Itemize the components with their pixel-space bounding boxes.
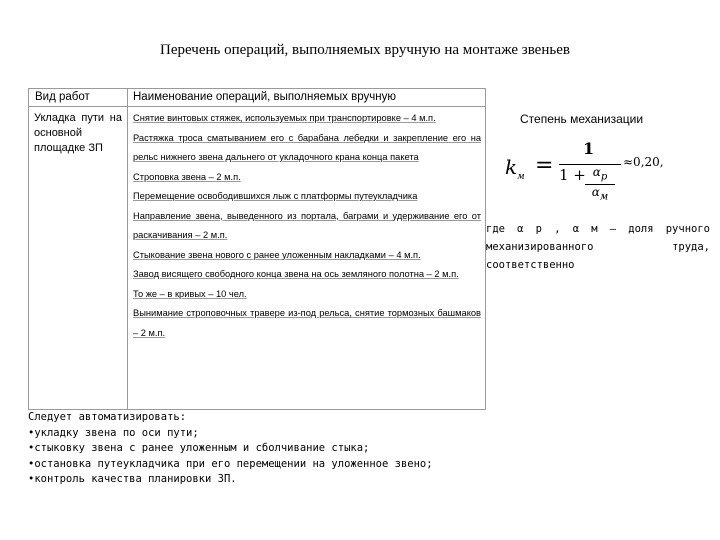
formula-denominator: 1 +: [559, 166, 586, 184]
operation-item: Растяжка троса сматыванием его с барабана лебедки и закрепление его на рельс нижнего звена дальнего от укладочного крана конца пакета: [133, 132, 481, 162]
formula-explanation: [486, 220, 710, 274]
operation-item: Завод висящего свободного конца звена на ось земляного полотна – 2 м.п.: [133, 269, 459, 279]
operations-list: [133, 109, 481, 343]
automation-note: [28, 410, 484, 540]
operation-item: Снятие винтовых стяжек, используемых при транспортировке – 4 м.п.: [133, 113, 436, 123]
page-title: Перечень операций, выполняемых вручную на монтаже звеньев: [160, 42, 570, 58]
operation-item: Вынимание строповочных травере из-под рельса, снятие тормозных башмаков – 2 м.п.: [133, 308, 481, 338]
kind-of-work-cell: Укладка пути на основной площадке ЗП: [34, 112, 122, 154]
automation-item: •укладку звена по оси пути;: [28, 426, 199, 439]
formula-alpha-ratio: $\alpha_р$ $\alpha_м$: [585, 165, 615, 205]
operation-item: Строповка звена – 2 м.п.: [133, 171, 241, 182]
header-divider: [29, 106, 485, 107]
automation-item: •стыковку звена с ранее уложенным и сболчивание стыка;: [28, 442, 370, 454]
automation-lead: Следует автоматизировать:: [28, 411, 187, 423]
operation-item: То же – в кривых – 10 чел.: [133, 288, 247, 299]
explanation-line: соответственно: [486, 259, 575, 271]
header-operations: Наименование операций, выполняемых вручную: [133, 91, 396, 103]
explanation-line: где α р , α м – доля ручного: [486, 223, 710, 235]
formula-equals: =: [535, 153, 554, 178]
column-divider: [127, 89, 128, 409]
formula-numerator: 1: [583, 139, 595, 158]
automation-item: •остановка путеукладчика при его перемещении на уложенное звено;: [28, 457, 433, 470]
operations-table: [28, 88, 486, 410]
automation-item: •контроль качества планировки ЗП.: [28, 473, 237, 485]
operation-item: Направление звена, выведенного из портала, баграми и удерживание его от раскачивания – 2 м.п.: [133, 210, 481, 240]
explanation-line: механизированного труда,: [486, 241, 710, 253]
formula-approx-value: ≈0,20,: [623, 155, 664, 169]
mechanization-title: Степень механизации: [520, 112, 644, 126]
operation-item: Перемещение освободившихся лыж с платформы путеукладчика: [133, 191, 418, 201]
formula-lhs: $k_м$: [505, 155, 525, 182]
mechanization-formula: [505, 138, 705, 203]
header-kind-of-work: Вид работ: [35, 91, 90, 103]
operation-item: Стыкование звена нового с ранее уложенным накладками – 4 м.п.: [133, 249, 421, 260]
